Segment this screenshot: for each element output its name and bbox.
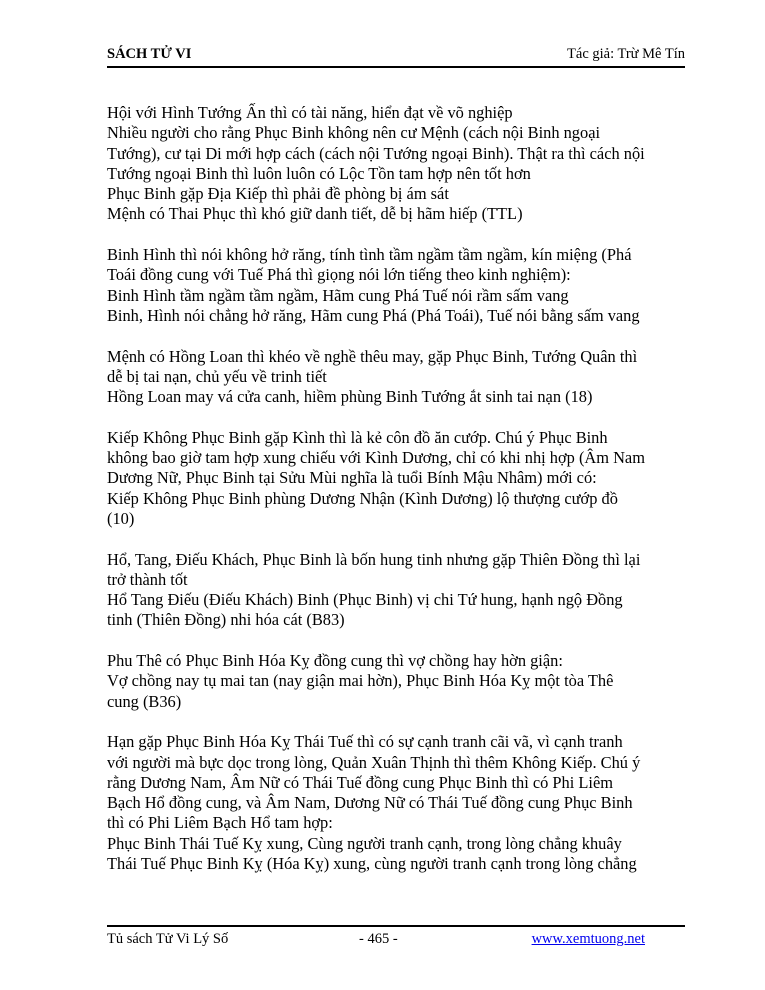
paragraph xyxy=(107,428,697,529)
page-header xyxy=(107,44,685,68)
paragraph xyxy=(107,103,697,225)
text-line: trở thành tốt xyxy=(107,569,188,589)
page-footer xyxy=(107,925,685,953)
text-line: Bạch Hổ đồng cung, và Âm Nam, Dương Nữ có Thái Tuế đồng cung Phục Binh xyxy=(107,793,633,813)
text-line: không bao giờ tam hợp xung chiếu với Kình Dương, chỉ có khi nhị hợp (Âm Nam xyxy=(107,448,645,468)
text-line: Binh Hình tầm ngầm tầm ngầm, Hãm cung Phá Tuế nói rầm sấm vang xyxy=(107,285,569,305)
text-line: Hồng Loan may vá cửa canh, hiềm phùng Binh Tướng ắt sinh tai nạn (18) xyxy=(107,387,593,407)
text-line: Phục Binh gặp Địa Kiếp thì phải đề phòng bị ám sát xyxy=(107,184,449,204)
text-line: Hội với Hình Tướng Ấn thì có tài năng, hiển đạt về võ nghiệp xyxy=(107,103,513,122)
footer-series-name: Tủ sách Tử Vi Lý Số xyxy=(107,931,229,947)
text-line: Kiếp Không Phục Binh gặp Kình thì là kẻ côn đồ ăn cướp. Chú ý Phục Binh xyxy=(107,427,608,447)
text-line: Tướng ngoại Binh thì luôn luôn có Lộc Tồn tam hợp nên tốt hơn xyxy=(107,163,531,183)
text-line: tinh (Thiên Đồng) nhi hóa cát (B83) xyxy=(107,610,345,630)
text-line: Phu Thê có Phục Binh Hóa Kỵ đồng cung thì vợ chồng hay hờn giận: xyxy=(107,651,563,671)
text-line: (10) xyxy=(107,508,135,528)
text-line: Thái Tuế Phục Binh Kỵ (Hóa Kỵ) xung, cùng người tranh cạnh trong lòng chẳng xyxy=(107,853,637,873)
text-line: Toái đồng cung với Tuế Phá thì giọng nói lớn tiếng theo kinh nghiệm): xyxy=(107,265,571,285)
text-line: rằng Dương Nam, Âm Nữ có Thái Tuế đồng cung Phục Binh thì có Phi Liêm xyxy=(107,772,613,792)
author-credit: Tác giả: Trừ Mê Tín xyxy=(567,46,685,62)
text-line: Hạn gặp Phục Binh Hóa Kỵ Thái Tuế thì có sự cạnh tranh cãi vã, vì cạnh tranh xyxy=(107,732,623,752)
page-body xyxy=(107,103,697,895)
text-line: Tướng), cư tại Di mới hợp cách (cách nội Tướng ngoại Binh). Thật ra thì cách nội xyxy=(107,143,645,163)
text-line: Vợ chồng nay tụ mai tan (nay giận mai hờn), Phục Binh Hóa Kỵ một tòa Thê xyxy=(107,671,614,691)
website-link[interactable]: www.xemtuong.net xyxy=(531,931,645,947)
text-line: Hổ, Tang, Điếu Khách, Phục Binh là bốn hung tinh nhưng gặp Thiên Đồng thì lại xyxy=(107,549,641,569)
paragraph xyxy=(107,732,697,874)
text-line: Hổ Tang Điếu (Điếu Khách) Binh (Phục Binh) vị chi Tứ hung, hạnh ngộ Đồng xyxy=(107,590,623,610)
text-line: cung (B36) xyxy=(107,691,182,711)
text-line: Kiếp Không Phục Binh phùng Dương Nhận (Kình Dương) lộ thượng cướp đồ xyxy=(107,488,618,508)
book-title: SÁCH TỬ VI xyxy=(107,46,192,62)
text-line: Dương Nữ, Phục Binh tại Sửu Mùi nghĩa là tuổi Bính Mậu Nhâm) mới có: xyxy=(107,468,597,488)
text-line: thì có Phi Liêm Bạch Hổ tam hợp: xyxy=(107,813,333,833)
paragraph xyxy=(107,550,697,631)
text-line: Binh Hình thì nói không hở răng, tính tình tầm ngầm tầm ngầm, kín miệng (Phá xyxy=(107,245,632,265)
paragraph xyxy=(107,651,697,712)
text-line: với người mà bực dọc trong lòng, Quản Xuân Thịnh thì thêm Không Kiếp. Chú ý xyxy=(107,752,641,772)
text-line: Phục Binh Thái Tuế Kỵ xung, Cùng người tranh cạnh, trong lòng chẳng khuây xyxy=(107,833,622,853)
text-line: Nhiều người cho rằng Phục Binh không nên cư Mệnh (cách nội Binh ngoại xyxy=(107,123,601,143)
paragraph xyxy=(107,347,697,408)
text-line: Mệnh có Hồng Loan thì khéo về nghề thêu may, gặp Phục Binh, Tướng Quân thì xyxy=(107,346,638,366)
text-line: Binh, Hình nói chẳng hở răng, Hãm cung Phá (Phá Toái), Tuế nói bằng sấm vang xyxy=(107,305,640,325)
paragraph xyxy=(107,245,697,326)
page-number: - 465 - xyxy=(359,931,398,947)
text-line: dễ bị tai nạn, chủ yếu về trinh tiết xyxy=(107,366,327,386)
text-line: Mệnh có Thai Phục thì khó giữ danh tiết, dễ bị hãm hiếp (TTL) xyxy=(107,204,523,224)
